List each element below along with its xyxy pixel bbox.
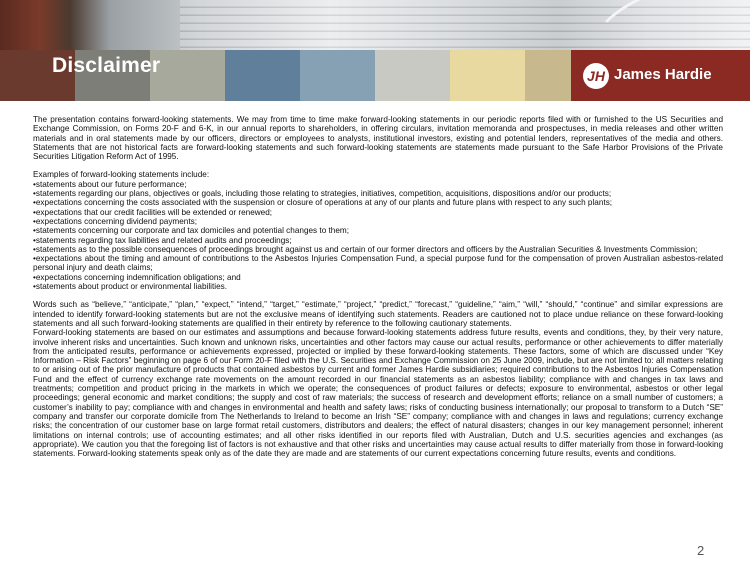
intro-paragraph: The presentation contains forward-looking statements. We may from time to time make forward-looking statements in our periodic reports filed with or furnished to the US Securities and Exchange Commission, on Forms 20-F and 6-K, in our annual reports to shareholders, in offering circulars, invitation memoranda and prospectuses, in media releases and other written materials and in oral statements made by our officers, directors or employees to analysts, institutional investors, existing and potential lenders, representatives of the media and others. Statements that are not historical facts are forward-looking statements and such forward-looking statements are statements made pursuant to the Safe Harbor Provisions of the Private Securities Litigation Reform Act of 1995. bbox=[33, 115, 723, 162]
examples-list bbox=[33, 180, 723, 292]
list-item: •statements as to the possible consequences of proceedings brought against us and certain of our former directors and officers by the Australian Securities & Investments Commission; bbox=[33, 244, 698, 254]
logo-mark-icon: JH bbox=[583, 63, 609, 89]
color-bar bbox=[150, 50, 225, 101]
page-title: Disclaimer bbox=[52, 54, 161, 77]
examples-heading: Examples of forward-looking statements include: bbox=[33, 170, 210, 180]
color-bar bbox=[300, 50, 375, 101]
list-item: •statements regarding our plans, objectives or goals, including those relating to strategies, initiatives, competition, acquisitions, dispositions and/or our products; bbox=[33, 189, 612, 199]
page-number: 2 bbox=[697, 543, 705, 558]
list-item: •statements concerning our corporate and tax domiciles and potential changes to them; bbox=[33, 226, 349, 236]
list-item: •expectations concerning indemnification obligations; and bbox=[33, 272, 241, 282]
list-item: •expectations concerning the costs associated with the suspension or closure of operations at any of our plants and future plans with respect to any such plants; bbox=[33, 198, 613, 208]
header-banner bbox=[0, 0, 750, 101]
color-bar bbox=[450, 50, 525, 101]
risk-paragraph: Forward-looking statements are based on our estimates and assumptions and because forward-looking statements address future results, events and conditions, they, by their very nature, involve inherent risks and uncertainties. Such known and unknown risks, uncertainties and other factors may cause our actual results, performance or other achievements to differ materially from the anticipated results, performance or achievements expressed, projected or implied by these forward-looking statements. These factors, some of which are discussed under “Key Information – Risk Factors” beginning on page 6 of our Form 20-F filed with the U.S. Securities and Exchange Commission on 25 June 2009, include, but are not limited to: all matters relating to or arising out of the prior manufacture of products that contained asbestos by current and former James Hardie subsidiaries; required contributions to the Asbestos Injuries Compensation Fund and the effect of currency exchange rate movements on the amount recorded in our financial statements as an asbestos liability; compliance with and changes in tax laws and treatments; competition and product pricing in the markets in which we operate; the consequences of product failures or defects; exposure to environmental, asbestos or other legal proceedings; general economic and market conditions; the supply and cost of raw materials; the success of research and development efforts; reliance on a small number of customers; a customer’s inability to pay; compliance with and changes in environmental and health and safety laws; risks of conducting business internationally; our proposal to transform to a Dutch “SE” company and transfer our corporate domicile from The Netherlands to Ireland to become an Irish “SE” company; compliance with and changes in laws and regulations; currency exchange risks; the concentration of our customer base on large format retail customers, distributors and dealers; the effect of natural disasters; changes in our key management personnel; inherent limitations on internal controls; use of accounting estimates; and all other risks identified in our reports filed with Australian, Dutch and U.S. securities agencies and exchanges (as appropriate). We caution you that the foregoing list of factors is not exhaustive and that other risks and uncertainties may cause actual results to differ materially from those in forward-looking statements. Forward-looking statements speak only as of the date they are made and are statements of our current expectations concerning future results, events and conditions. bbox=[33, 328, 723, 459]
list-item: •expectations concerning dividend payments; bbox=[33, 216, 197, 226]
color-bar bbox=[225, 50, 300, 101]
list-item: •statements regarding tax liabilities and related audits and proceedings; bbox=[33, 235, 292, 245]
list-item: •expectations about the timing and amount of contributions to the Asbestos Injuries Compensation Fund, a special purpose fund for the compensation of proven Australian asbestos-related personal injury and death claims; bbox=[33, 254, 723, 273]
words-paragraph: Words such as “believe,” “anticipate,” “plan,” “expect,” “intend,” “target,” “estimate,” “project,” “predict,” “forecast,” “guideline,” “aim,” “will,” “should,” “continue” and similar expressions are intended to identify forward-looking statements but are not the exclusive means of identifying such statements. Readers are cautioned not to place undue reliance on these forward-looking statements and all such forward-looking statements are qualified in their entirety by reference to the following cautionary statements. bbox=[33, 300, 723, 328]
color-bar bbox=[375, 50, 450, 101]
list-item: •expectations that our credit facilities will be extended or renewed; bbox=[33, 207, 273, 217]
disclaimer-body bbox=[33, 115, 723, 458]
list-item: •statements about product or environmental liabilities. bbox=[33, 282, 228, 292]
brand-logo-text: James Hardie bbox=[614, 66, 712, 83]
list-item: •statements about our future performance; bbox=[33, 179, 187, 189]
